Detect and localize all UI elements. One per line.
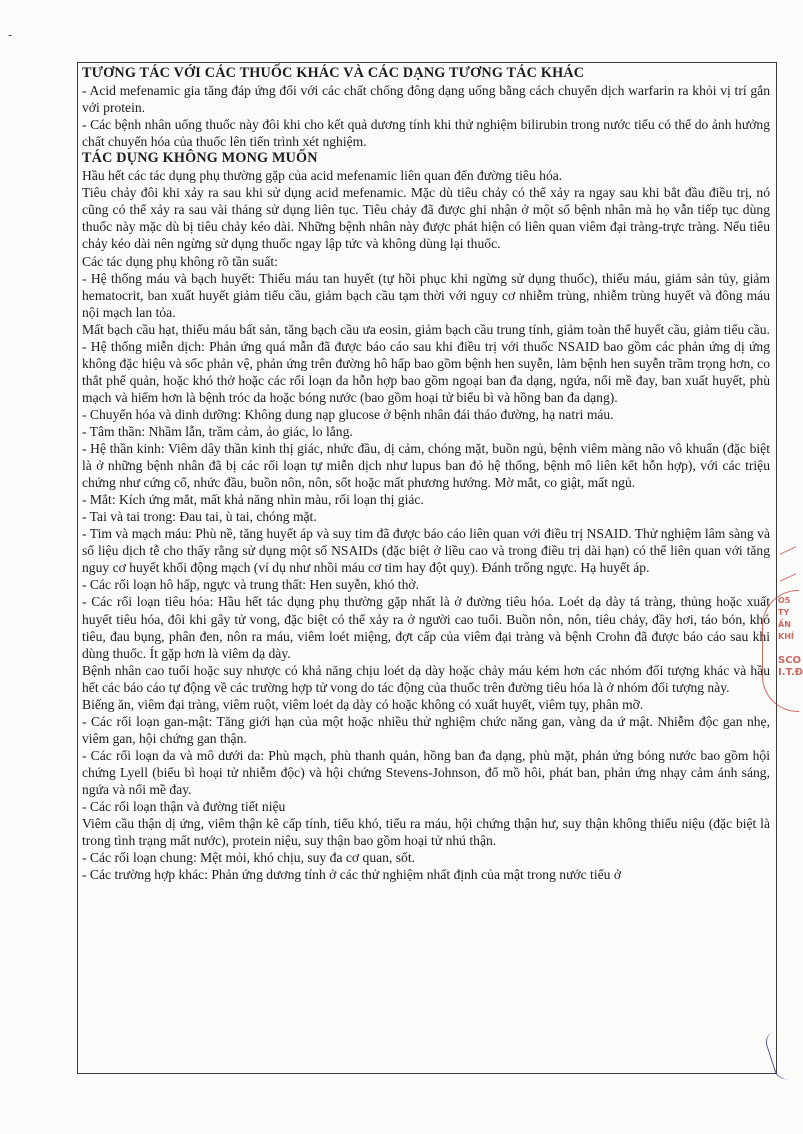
paragraph: - Tai và tai trong: Đau tai, ù tai, chóng mặt. (82, 509, 317, 525)
stamp-line: TY (778, 608, 790, 617)
stamp-line: KHÍ (778, 632, 794, 641)
paragraph: - Các rối loạn tiêu hóa: Hầu hết tác dụng phụ thường gặp nhất là ở đường tiêu hóa. Loét dạ dày tá tràng, thủng hoặc xuất huyết tiêu hóa, đôi khi gây tử vong, đặc biệt có thể xảy ra ở người cao tuổi. Buồn nôn, nôn, tiêu chảy, đầy hơi, táo bón, khó tiêu, đau bụng, phân đen, nôn ra máu, viêm loét miệng, đợt cấp của viêm đại tràng và bệnh Crohn đã được báo cáo sau khi dùng thuốc. Ít gặp hơn là viêm dạ dày. (82, 594, 770, 661)
paragraph: - Hệ thần kinh: Viêm dây thần kinh thị giác, nhức đầu, dị cảm, chóng mặt, buồn ngủ, bệnh viêm màng não vô khuẩn (đặc biệt là ở những bệnh nhân đã bị các rối loạn tự miễn dịch như lupus ban đỏ hệ thống, bệnh mô liên kết hỗn hợp), với các triệu chứng như cứng cổ, nhức đầu, buồn nôn, nôn, sốt hoặc mất phương hướng. Mờ mắt, co giật, mất ngủ. (82, 441, 770, 491)
paragraph: - Hệ thống miễn dịch: Phản ứng quá mẫn đã được báo cáo sau khi điều trị với thuốc NSAID bao gồm các phản ứng dị ứng không đặc hiệu và sốc phản vệ, phản ứng trên đường hô hấp bao gồm bệnh hen suyễn, làm bệnh hen suyễn trầm trọng hơn, co thắt phế quản, hoặc khó thở hoặc các rối loạn da hỗn hợp bao gồm ngoại ban đa dạng, ngứa, nổi mề đay, ban xuất huyết, phù mạch và hiếm hơn là bệnh tróc da hoặc bóng nước (bao gồm hoại tử biểu bì và hồng ban đa dạng). (82, 338, 770, 405)
paragraph: - Chuyển hóa và dinh dưỡng: Không dung nạp glucose ở bệnh nhân đái tháo đường, hạ natri máu. (82, 406, 614, 422)
stamp-hatch (780, 546, 796, 581)
stamp-line: I.T.Đ (778, 667, 803, 678)
official-stamp (778, 580, 803, 730)
paragraph: Tiêu chảy đôi khi xảy ra sau khi sử dụng acid mefenamic. Mặc dù tiêu chảy có thể xảy ra ngay sau khi bắt đầu điều trị, nó cũng có thể xảy ra sau vài tháng sử dụng liên tục. Tiêu chảy đã được ghi nhận ở một số bệnh nhân mà họ vẫn tiếp tục dùng thuốc này mặc dù bị tiêu chảy kéo dài. Những bệnh nhân này được phát hiện có liên quan viêm đại tràng-trực tràng. Nếu tiêu chảy kéo dài nên ngừng sử dụng thuốc ngay lập tức và không dùng lại thuốc. (82, 185, 770, 252)
document-body (82, 65, 770, 883)
paragraph: - Các trường hợp khác: Phản ứng dương tính ở các thử nghiệm nhất định của mật trong nước tiểu ở (82, 867, 622, 883)
stamp-text (778, 594, 803, 678)
paragraph: Bệnh nhân cao tuổi hoặc suy nhược có khả năng chịu loét dạ dày hoặc chảy máu kém hơn các nhóm đối tượng khác và hầu hết các báo cáo tự động về các trường hợp tử vong do tác động của thuốc trên đường tiêu hóa là ở nhóm đối tượng này. (82, 662, 770, 695)
paragraph: Biếng ăn, viêm đại tràng, viêm ruột, viêm loét dạ dày có hoặc không có xuất huyết, viêm tụy, phân mỡ. (82, 696, 644, 712)
section-heading: TÁC DỤNG KHÔNG MONG MUỐN (82, 150, 318, 167)
stamp-line: SCO (778, 655, 802, 666)
paragraph: - Các rối loạn hô hấp, ngực và trung thất: Hen suyễn, khó thở. (82, 577, 419, 593)
paragraph: - Các bệnh nhân uống thuốc này đôi khi cho kết quả dương tính khi thử nghiệm bilirubin trong nước tiểu có thể do ảnh hưởng chất chuyển hóa của thuốc lên tiến trình xét nghiệm. (82, 117, 770, 150)
paragraph: - Hệ thống máu và bạch huyết: Thiếu máu tan huyết (tự hồi phục khi ngừng sử dụng thuốc), thiếu máu, giảm sản tủy, giảm hematocrit, ban xuất huyết giảm tiểu cầu, giảm bạch cầu tạm thời với nguy cơ nhiễm trùng, nhiễm trùng huyết và đông máu nội mạch lan tỏa. (82, 270, 770, 320)
paragraph: - Các rối loạn da và mô dưới da: Phù mạch, phù thanh quản, hồng ban đa dạng, phù mặt, phản ứng bóng nước bao gồm hội chứng Lyell (biểu bì hoại tử nhiễm độc) và hội chứng Stevens-Johnson, đổ mồ hôi, phát ban, phản ứng nhạy cảm ánh sáng, ngứa và nổi mề đay. (82, 747, 770, 797)
paragraph: Viêm cầu thận dị ứng, viêm thận kẽ cấp tính, tiểu khó, tiểu ra máu, hội chứng thận hư, suy thận không thiểu niệu (đặc biệt là trong tình trạng mất nước), protein niệu, suy thận bao gồm hoại tử nhú thận. (82, 816, 770, 849)
stamp-line: O5 (778, 596, 791, 605)
paragraph: - Các rối loạn thận và đường tiết niệu (82, 799, 286, 815)
corner-mark: - (8, 28, 13, 42)
paragraph: - Mắt: Kích ứng mắt, mất khả năng nhìn màu, rối loạn thị giác. (82, 492, 424, 508)
paragraph: - Các rối loạn gan-mật: Tăng giới hạn của một hoặc nhiều thử nghiệm chức năng gan, vàng da ứ mật. Nhiễm độc gan nhẹ, viêm gan, hội chứng gan thận. (82, 713, 770, 746)
section-heading: TƯƠNG TÁC VỚI CÁC THUỐC KHÁC VÀ CÁC DẠNG TƯƠNG TÁC KHÁC (82, 65, 585, 81)
paragraph: - Các rối loạn chung: Mệt mỏi, khó chịu, suy đa cơ quan, sốt. (82, 850, 416, 866)
paragraph: Các tác dụng phụ không rõ tần suất: (82, 253, 278, 269)
stamp-line: ẦN (778, 620, 791, 629)
paragraph: Mất bạch cầu hạt, thiếu máu bất sản, tăng bạch cầu ưa eosin, giảm bạch cầu trung tính, giảm toàn thể huyết cầu, giảm tiểu cầu. (82, 321, 770, 337)
paragraph: Hầu hết các tác dụng phụ thường gặp của acid mefenamic liên quan đến đường tiêu hóa. (82, 168, 563, 184)
document-frame (77, 62, 777, 1074)
signature-mark (763, 1028, 800, 1083)
paragraph: - Acid mefenamic gia tăng đáp ứng đối với các chất chống đông dạng uống bằng cách chuyển dịch warfarin ra khỏi vị trí gắn với protein. (82, 83, 770, 116)
paragraph: - Tâm thần: Nhầm lẫn, trầm cảm, ảo giác, lo lắng. (82, 423, 353, 439)
paragraph: - Tim và mạch máu: Phù nề, tăng huyết áp và suy tim đã được báo cáo liên quan với điều trị NSAID. Thử nghiệm lâm sàng và số liệu dịch tễ cho thấy rằng sử dụng một số NSAIDs (đặc biệt ở liều cao và trong điều trị dài hạn) có thể liên quan với tăng nguy cơ huyết khối động mạch (ví dụ như nhồi máu cơ tim hay đột quỵ). Đánh trống ngực. Hạ huyết áp. (82, 526, 770, 576)
